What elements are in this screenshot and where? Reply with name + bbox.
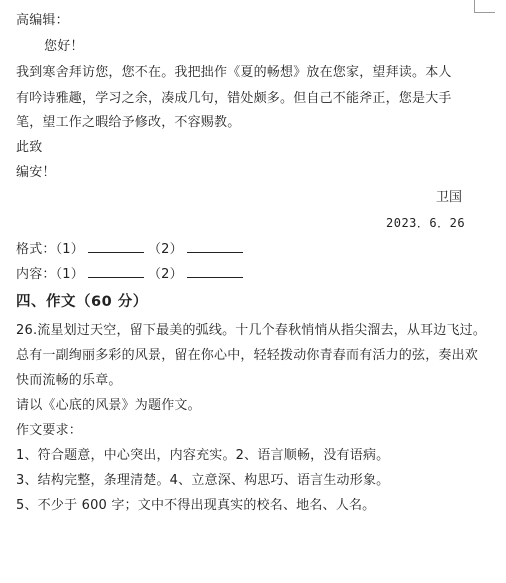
section-heading: 四、作文（60 分） — [16, 294, 148, 310]
format-label: 格式：（1） — [16, 242, 84, 257]
letter-closing-2: 编安！ — [16, 165, 56, 180]
format-answer-row — [16, 240, 247, 259]
requirement-line: 1、符合题意，中心突出，内容充实。2、语言顺畅，没有语病。 — [16, 448, 390, 463]
format-mid-label: （2） — [147, 242, 183, 257]
content-answer-row — [16, 265, 247, 284]
question-line: 26.流星划过天空，留下最美的弧线。十几个春秋悄悄从指尖溜去，从耳边飞过。 — [16, 323, 487, 338]
question-line: 快而流畅的乐章。 — [16, 373, 122, 388]
requirement-line: 5、不少于 600 字；文中不得出现真实的校名、地名、人名。 — [16, 498, 376, 513]
letter-body-line: 有吟诗雅趣，学习之余，凑成几句，错处颇多。但自己不能斧正，您是大手 — [16, 91, 452, 106]
format-blank-1[interactable] — [88, 240, 144, 253]
letter-greeting: 您好！ — [44, 39, 84, 54]
letter-closing-1: 此致 — [16, 140, 43, 155]
question-line: 总有一副绚丽多彩的风景，留在你心中，轻轻拨动你青春而有活力的弦，奏出欢 — [16, 348, 479, 363]
letter-salutation: 高编辑： — [16, 13, 69, 28]
content-blank-2[interactable] — [187, 265, 243, 278]
page-corner-mark — [474, 0, 495, 13]
format-blank-2[interactable] — [187, 240, 243, 253]
letter-body-line: 笔，望工作之暇给予修改，不容赐教。 — [16, 115, 241, 130]
essay-topic: 请以《心底的风景》为题作文。 — [16, 398, 201, 413]
requirement-line: 3、结构完整，条理清楚。4、立意深、构思巧、语言生动形象。 — [16, 473, 390, 488]
letter-body-line: 我到寒舍拜访您，您不在。我把拙作《夏的畅想》放在您家，望拜读。本人 — [16, 65, 452, 80]
content-mid-label: （2） — [147, 267, 183, 282]
content-label: 内容：（1） — [16, 267, 84, 282]
letter-date: 2023．6．26 — [386, 216, 466, 230]
letter-signature: 卫国 — [436, 190, 463, 205]
content-blank-1[interactable] — [88, 265, 144, 278]
requirements-title: 作文要求： — [16, 423, 83, 438]
